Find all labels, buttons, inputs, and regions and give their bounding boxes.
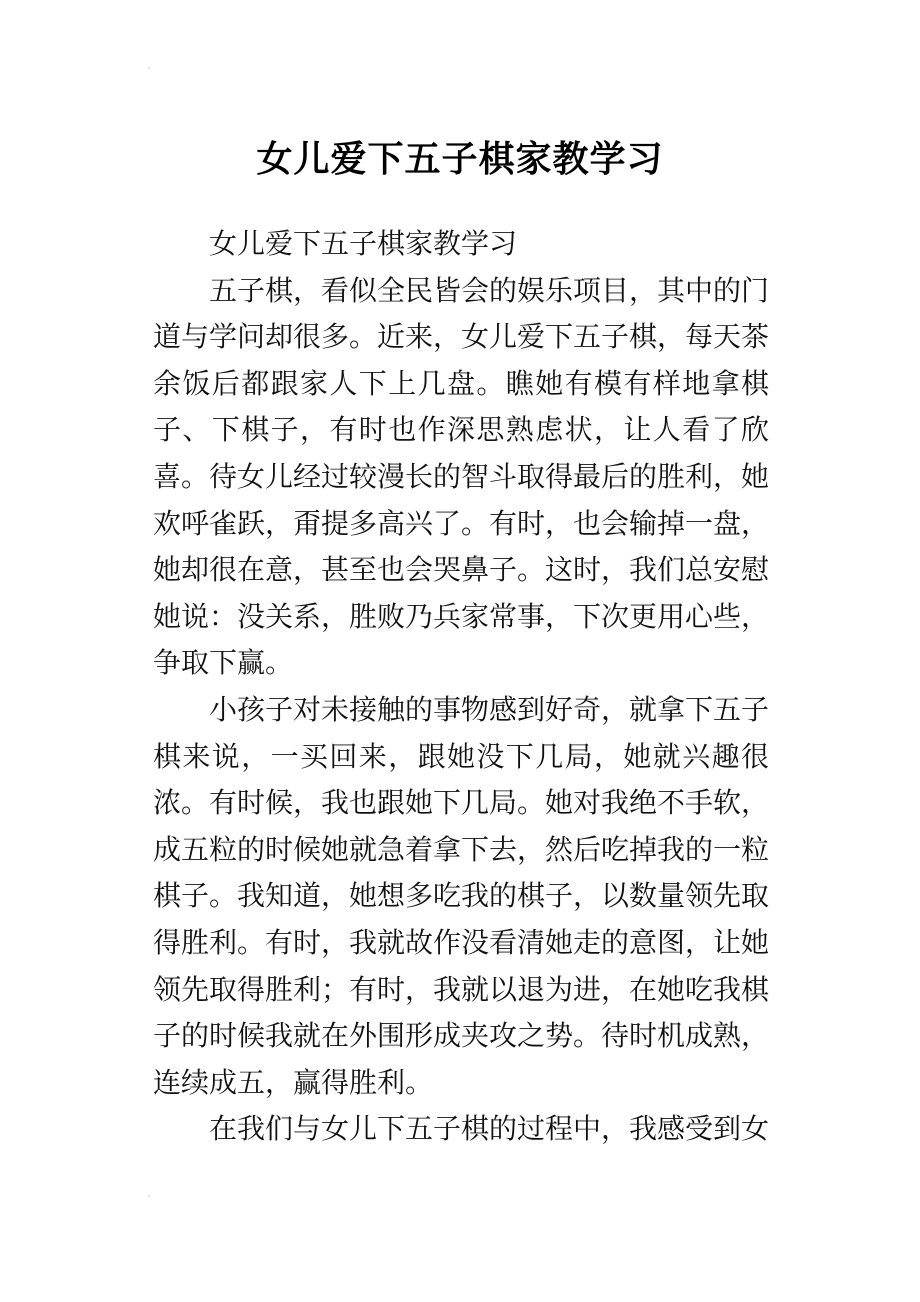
corner-mark-icon: ' [148,1194,151,1203]
corner-mark-icon: ' [148,66,151,75]
paragraph: 五子棋，看似全民皆会的娱乐项目，其中的门道与学问却很多。近来，女儿爱下五子棋，每天茶余饭后都跟家人下上几盘。瞧她有模有样地拿棋子、下棋子，有时也作深思熟虑状，让人看了欣喜。待女儿经过较漫长的智斗取得最后的胜利，她欢呼雀跃，甭提多高兴了。有时，也会输掉一盘，她却很在意，甚至也会哭鼻子。这时，我们总安慰她说：没关系，胜败乃兵家常事，下次更用心些，争取下赢。 [153,273,770,680]
document-title: 女儿爱下五子棋家教学习 [256,139,664,181]
paragraph: 小孩子对未接触的事物感到好奇，就拿下五子棋来说，一买回来，跟她没下几局，她就兴趣很浓。有时候，我也跟她下几局。她对我绝不手软，成五粒的时候她就急着拿下去，然后吃掉我的一粒棋子。我知道，她想多吃我的棋子，以数量领先取得胜利。有时，我就故作没看清她走的意图，让她领先取得胜利；有时，我就以退为进，在她吃我棋子的时候我就在外围形成夹攻之势。待时机成熟，连续成五，赢得胜利。 [153,692,770,1099]
document-body [153,221,769,1153]
paragraph: 在我们与女儿下五子棋的过程中，我感受到女 [209,1112,770,1146]
paragraph: 女儿爱下五子棋家教学习 [209,227,518,260]
